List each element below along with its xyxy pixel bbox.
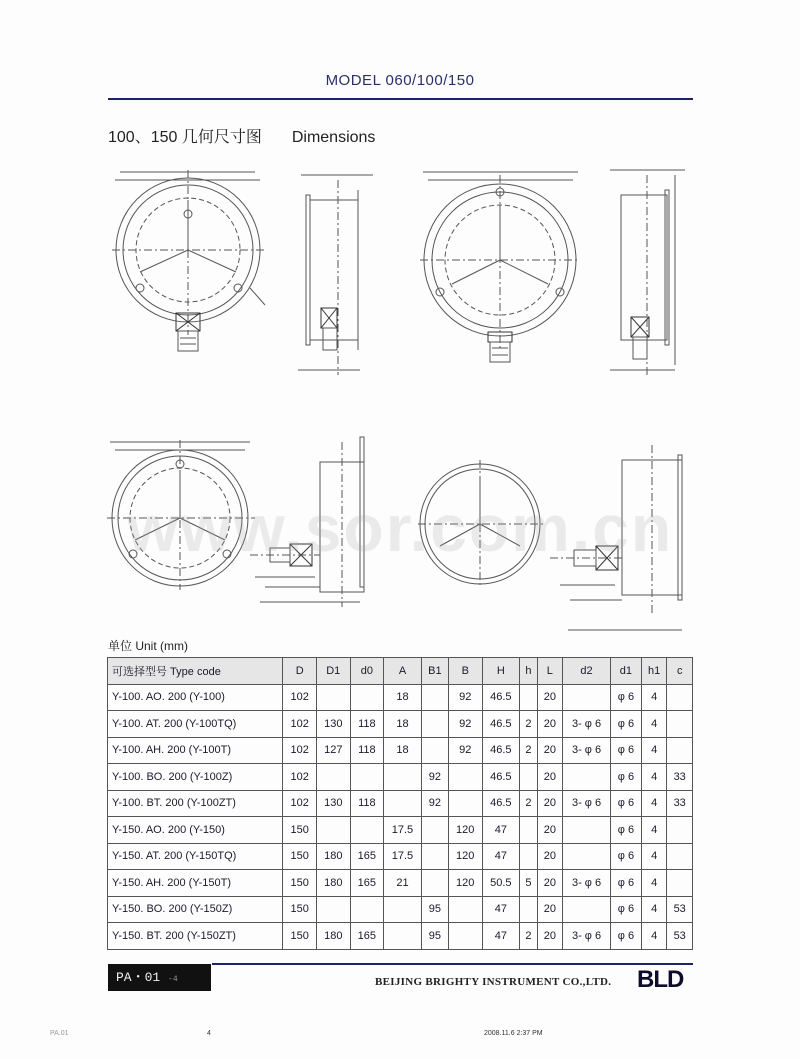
dimension-cell: 2 [520, 737, 537, 764]
dimension-cell: 92 [448, 711, 482, 738]
dimension-cell [350, 764, 384, 791]
dimension-cell: 4 [641, 711, 667, 738]
dimension-cell: 130 [316, 711, 350, 738]
column-header: D1 [316, 658, 350, 685]
dimension-cell: φ 6 [610, 684, 641, 711]
dimension-cell: 4 [641, 843, 667, 870]
dimension-cell: φ 6 [610, 790, 641, 817]
dimension-cell: 17.5 [384, 843, 422, 870]
type-code-cell: Y-100. AT. 200 (Y-100TQ) [108, 711, 283, 738]
dimension-cell: 165 [350, 843, 384, 870]
dimension-cell: 53 [667, 896, 693, 923]
dimension-cell [350, 684, 384, 711]
dimension-cell: 47 [482, 923, 520, 950]
dimension-cell: 92 [448, 737, 482, 764]
dimension-cell: 120 [448, 817, 482, 844]
dimension-cell [384, 764, 422, 791]
dimension-cell: 47 [482, 896, 520, 923]
dimension-cell: 118 [350, 790, 384, 817]
column-header: B1 [421, 658, 448, 685]
dimension-cell: φ 6 [610, 737, 641, 764]
dimension-cell [563, 764, 611, 791]
dimension-cell: 18 [384, 684, 422, 711]
dimension-cell [448, 764, 482, 791]
dimension-cell: φ 6 [610, 764, 641, 791]
dimension-cell: 3- φ 6 [563, 923, 611, 950]
drawing-side-view-4 [550, 440, 690, 640]
dimension-cell [421, 737, 448, 764]
header-divider [108, 98, 693, 100]
dimension-cell [421, 843, 448, 870]
dimension-cell: 180 [316, 870, 350, 897]
dimension-cell [563, 896, 611, 923]
dimension-cell: 4 [641, 896, 667, 923]
dimension-cell: φ 6 [610, 843, 641, 870]
dimension-cell: 20 [537, 896, 563, 923]
section-title [108, 124, 375, 147]
table-row [108, 684, 693, 711]
section-title-cn: 100、150 几何尺寸图 [108, 129, 262, 146]
dimension-cell [667, 684, 693, 711]
column-header: c [667, 658, 693, 685]
drawing-side-view-1 [298, 170, 378, 380]
dimension-cell: 180 [316, 923, 350, 950]
dimension-cell [563, 684, 611, 711]
dimension-cell: 20 [537, 923, 563, 950]
table-row [108, 790, 693, 817]
drawing-side-view-2 [605, 165, 690, 380]
dimension-cell: φ 6 [610, 896, 641, 923]
dimension-cell: 18 [384, 737, 422, 764]
dimension-cell [667, 843, 693, 870]
dimension-cell: φ 6 [610, 870, 641, 897]
dimension-cell: 118 [350, 711, 384, 738]
dimension-cell: 20 [537, 711, 563, 738]
dimension-cell: 20 [537, 790, 563, 817]
dimension-cell: 53 [667, 923, 693, 950]
dimension-cell [520, 684, 537, 711]
dimension-cell: 33 [667, 764, 693, 791]
dimension-cell [421, 817, 448, 844]
dimension-cell: 102 [283, 684, 317, 711]
dimension-cell: φ 6 [610, 923, 641, 950]
dimension-cell: 102 [283, 737, 317, 764]
dimension-cell: 92 [448, 684, 482, 711]
page-badge-text: PA・01 [116, 970, 161, 985]
dimension-cell: 150 [283, 896, 317, 923]
dimension-cell: φ 6 [610, 711, 641, 738]
dimension-cell [316, 817, 350, 844]
dimension-cell: 50.5 [482, 870, 520, 897]
dimensions-table [107, 657, 693, 950]
page-badge-small: -4 [168, 975, 178, 984]
dimension-cell: 130 [316, 790, 350, 817]
column-header: h [520, 658, 537, 685]
dimension-cell: 33 [667, 790, 693, 817]
dimension-cell: 95 [421, 923, 448, 950]
dimension-cell: 46.5 [482, 764, 520, 791]
dimension-cell: 92 [421, 790, 448, 817]
dimension-cell: 20 [537, 817, 563, 844]
drawing-front-view-2 [418, 160, 588, 380]
dimension-cell: 18 [384, 711, 422, 738]
dimension-cell: 21 [384, 870, 422, 897]
print-page-number: 4 [207, 1030, 211, 1037]
dimension-cell [520, 764, 537, 791]
dimension-cell [563, 843, 611, 870]
page-badge [108, 964, 211, 991]
dimension-cell: 2 [520, 923, 537, 950]
dimension-cell: 150 [283, 870, 317, 897]
dimension-cell: 102 [283, 790, 317, 817]
dimension-cell [520, 896, 537, 923]
column-header: 可选择型号 Type code [108, 658, 283, 685]
table-row [108, 923, 693, 950]
table-header-row [108, 658, 693, 685]
table-row [108, 817, 693, 844]
dimension-cell: 47 [482, 817, 520, 844]
table-row [108, 870, 693, 897]
print-file-label: PA.01 [50, 1030, 69, 1037]
dimension-cell [316, 764, 350, 791]
dimension-cell [448, 896, 482, 923]
dimension-cell: 102 [283, 764, 317, 791]
dimension-cell: 150 [283, 817, 317, 844]
dimension-cell: 4 [641, 923, 667, 950]
unit-label: 单位 Unit (mm) [108, 639, 188, 653]
dimension-cell [667, 737, 693, 764]
dimension-cell: 3- φ 6 [563, 790, 611, 817]
brand-logo: BLD [637, 966, 684, 993]
dimension-cell: 118 [350, 737, 384, 764]
column-header: d0 [350, 658, 384, 685]
dimension-cell: 150 [283, 923, 317, 950]
dimension-cell: 17.5 [384, 817, 422, 844]
dimension-cell: 3- φ 6 [563, 870, 611, 897]
type-code-cell: Y-150. AH. 200 (Y-150T) [108, 870, 283, 897]
dimension-cell: φ 6 [610, 817, 641, 844]
dimension-cell: 2 [520, 790, 537, 817]
dimension-cell [520, 843, 537, 870]
company-name: BEIJING BRIGHTY INSTRUMENT CO.,LTD. [375, 976, 612, 988]
dimension-cell: 3- φ 6 [563, 737, 611, 764]
dimension-cell [667, 711, 693, 738]
column-header: A [384, 658, 422, 685]
dimension-cell: 4 [641, 870, 667, 897]
column-header: d2 [563, 658, 611, 685]
type-code-cell: Y-150. AO. 200 (Y-150) [108, 817, 283, 844]
dimension-cell: 46.5 [482, 684, 520, 711]
column-header: h1 [641, 658, 667, 685]
drawing-front-view-4 [418, 460, 548, 590]
dimension-cell: 165 [350, 870, 384, 897]
table-row [108, 711, 693, 738]
drawing-front-view-3 [105, 430, 265, 595]
dimension-cell [384, 790, 422, 817]
drawing-side-view-3 [250, 432, 370, 612]
dimension-cell: 150 [283, 843, 317, 870]
column-header: B [448, 658, 482, 685]
dimension-cell: 127 [316, 737, 350, 764]
type-code-cell: Y-100. AO. 200 (Y-100) [108, 684, 283, 711]
column-header: d1 [610, 658, 641, 685]
column-header: L [537, 658, 563, 685]
dimension-cell: 46.5 [482, 790, 520, 817]
type-code-cell: Y-100. BO. 200 (Y-100Z) [108, 764, 283, 791]
dimension-cell [350, 817, 384, 844]
dimension-cell [520, 817, 537, 844]
dimension-cell [563, 817, 611, 844]
dimension-cell: 4 [641, 684, 667, 711]
dimension-cell: 20 [537, 843, 563, 870]
dimension-cell: 20 [537, 737, 563, 764]
dimension-cell [448, 790, 482, 817]
dimension-cell: 95 [421, 896, 448, 923]
dimension-cell [448, 923, 482, 950]
dimension-cell [667, 870, 693, 897]
drawing-front-view-1 [110, 160, 270, 385]
dimension-cell [316, 896, 350, 923]
dimension-cell: 120 [448, 870, 482, 897]
dimension-cell: 46.5 [482, 711, 520, 738]
dimension-cell: 4 [641, 764, 667, 791]
dimension-cell [384, 896, 422, 923]
dimension-cell: 5 [520, 870, 537, 897]
table-row [108, 737, 693, 764]
model-title: MODEL 060/100/150 [325, 72, 475, 89]
dimension-cell [667, 817, 693, 844]
column-header: H [482, 658, 520, 685]
dimension-cell: 20 [537, 870, 563, 897]
dimension-cell: 4 [641, 737, 667, 764]
dimension-cell: 4 [641, 790, 667, 817]
type-code-cell: Y-150. BO. 200 (Y-150Z) [108, 896, 283, 923]
table-row [108, 764, 693, 791]
dimension-cell: 180 [316, 843, 350, 870]
dimension-cell: 20 [537, 684, 563, 711]
dimension-cell: 47 [482, 843, 520, 870]
table-row [108, 896, 693, 923]
dimension-cell [316, 684, 350, 711]
dimension-cell: 120 [448, 843, 482, 870]
dimension-cell: 92 [421, 764, 448, 791]
column-header: D [283, 658, 317, 685]
dimension-cell: 102 [283, 711, 317, 738]
dimension-cell: 2 [520, 711, 537, 738]
section-title-en: Dimensions [291, 129, 376, 146]
dimension-cell: 165 [350, 923, 384, 950]
dimension-cell: 46.5 [482, 737, 520, 764]
dimension-cell [350, 896, 384, 923]
type-code-cell: Y-100. AH. 200 (Y-100T) [108, 737, 283, 764]
dimension-cell [421, 684, 448, 711]
table-row [108, 843, 693, 870]
print-date: 2008.11.6 2:37 PM [484, 1030, 543, 1037]
type-code-cell: Y-100. BT. 200 (Y-100ZT) [108, 790, 283, 817]
dimension-cell [421, 870, 448, 897]
footer-divider [212, 963, 693, 965]
dimension-cell: 20 [537, 764, 563, 791]
dimension-cell [384, 923, 422, 950]
dimension-cell: 4 [641, 817, 667, 844]
type-code-cell: Y-150. BT. 200 (Y-150ZT) [108, 923, 283, 950]
watermark: www.sor.com.cn [126, 491, 674, 565]
dimension-cell: 3- φ 6 [563, 711, 611, 738]
dimension-cell [421, 711, 448, 738]
type-code-cell: Y-150. AT. 200 (Y-150TQ) [108, 843, 283, 870]
